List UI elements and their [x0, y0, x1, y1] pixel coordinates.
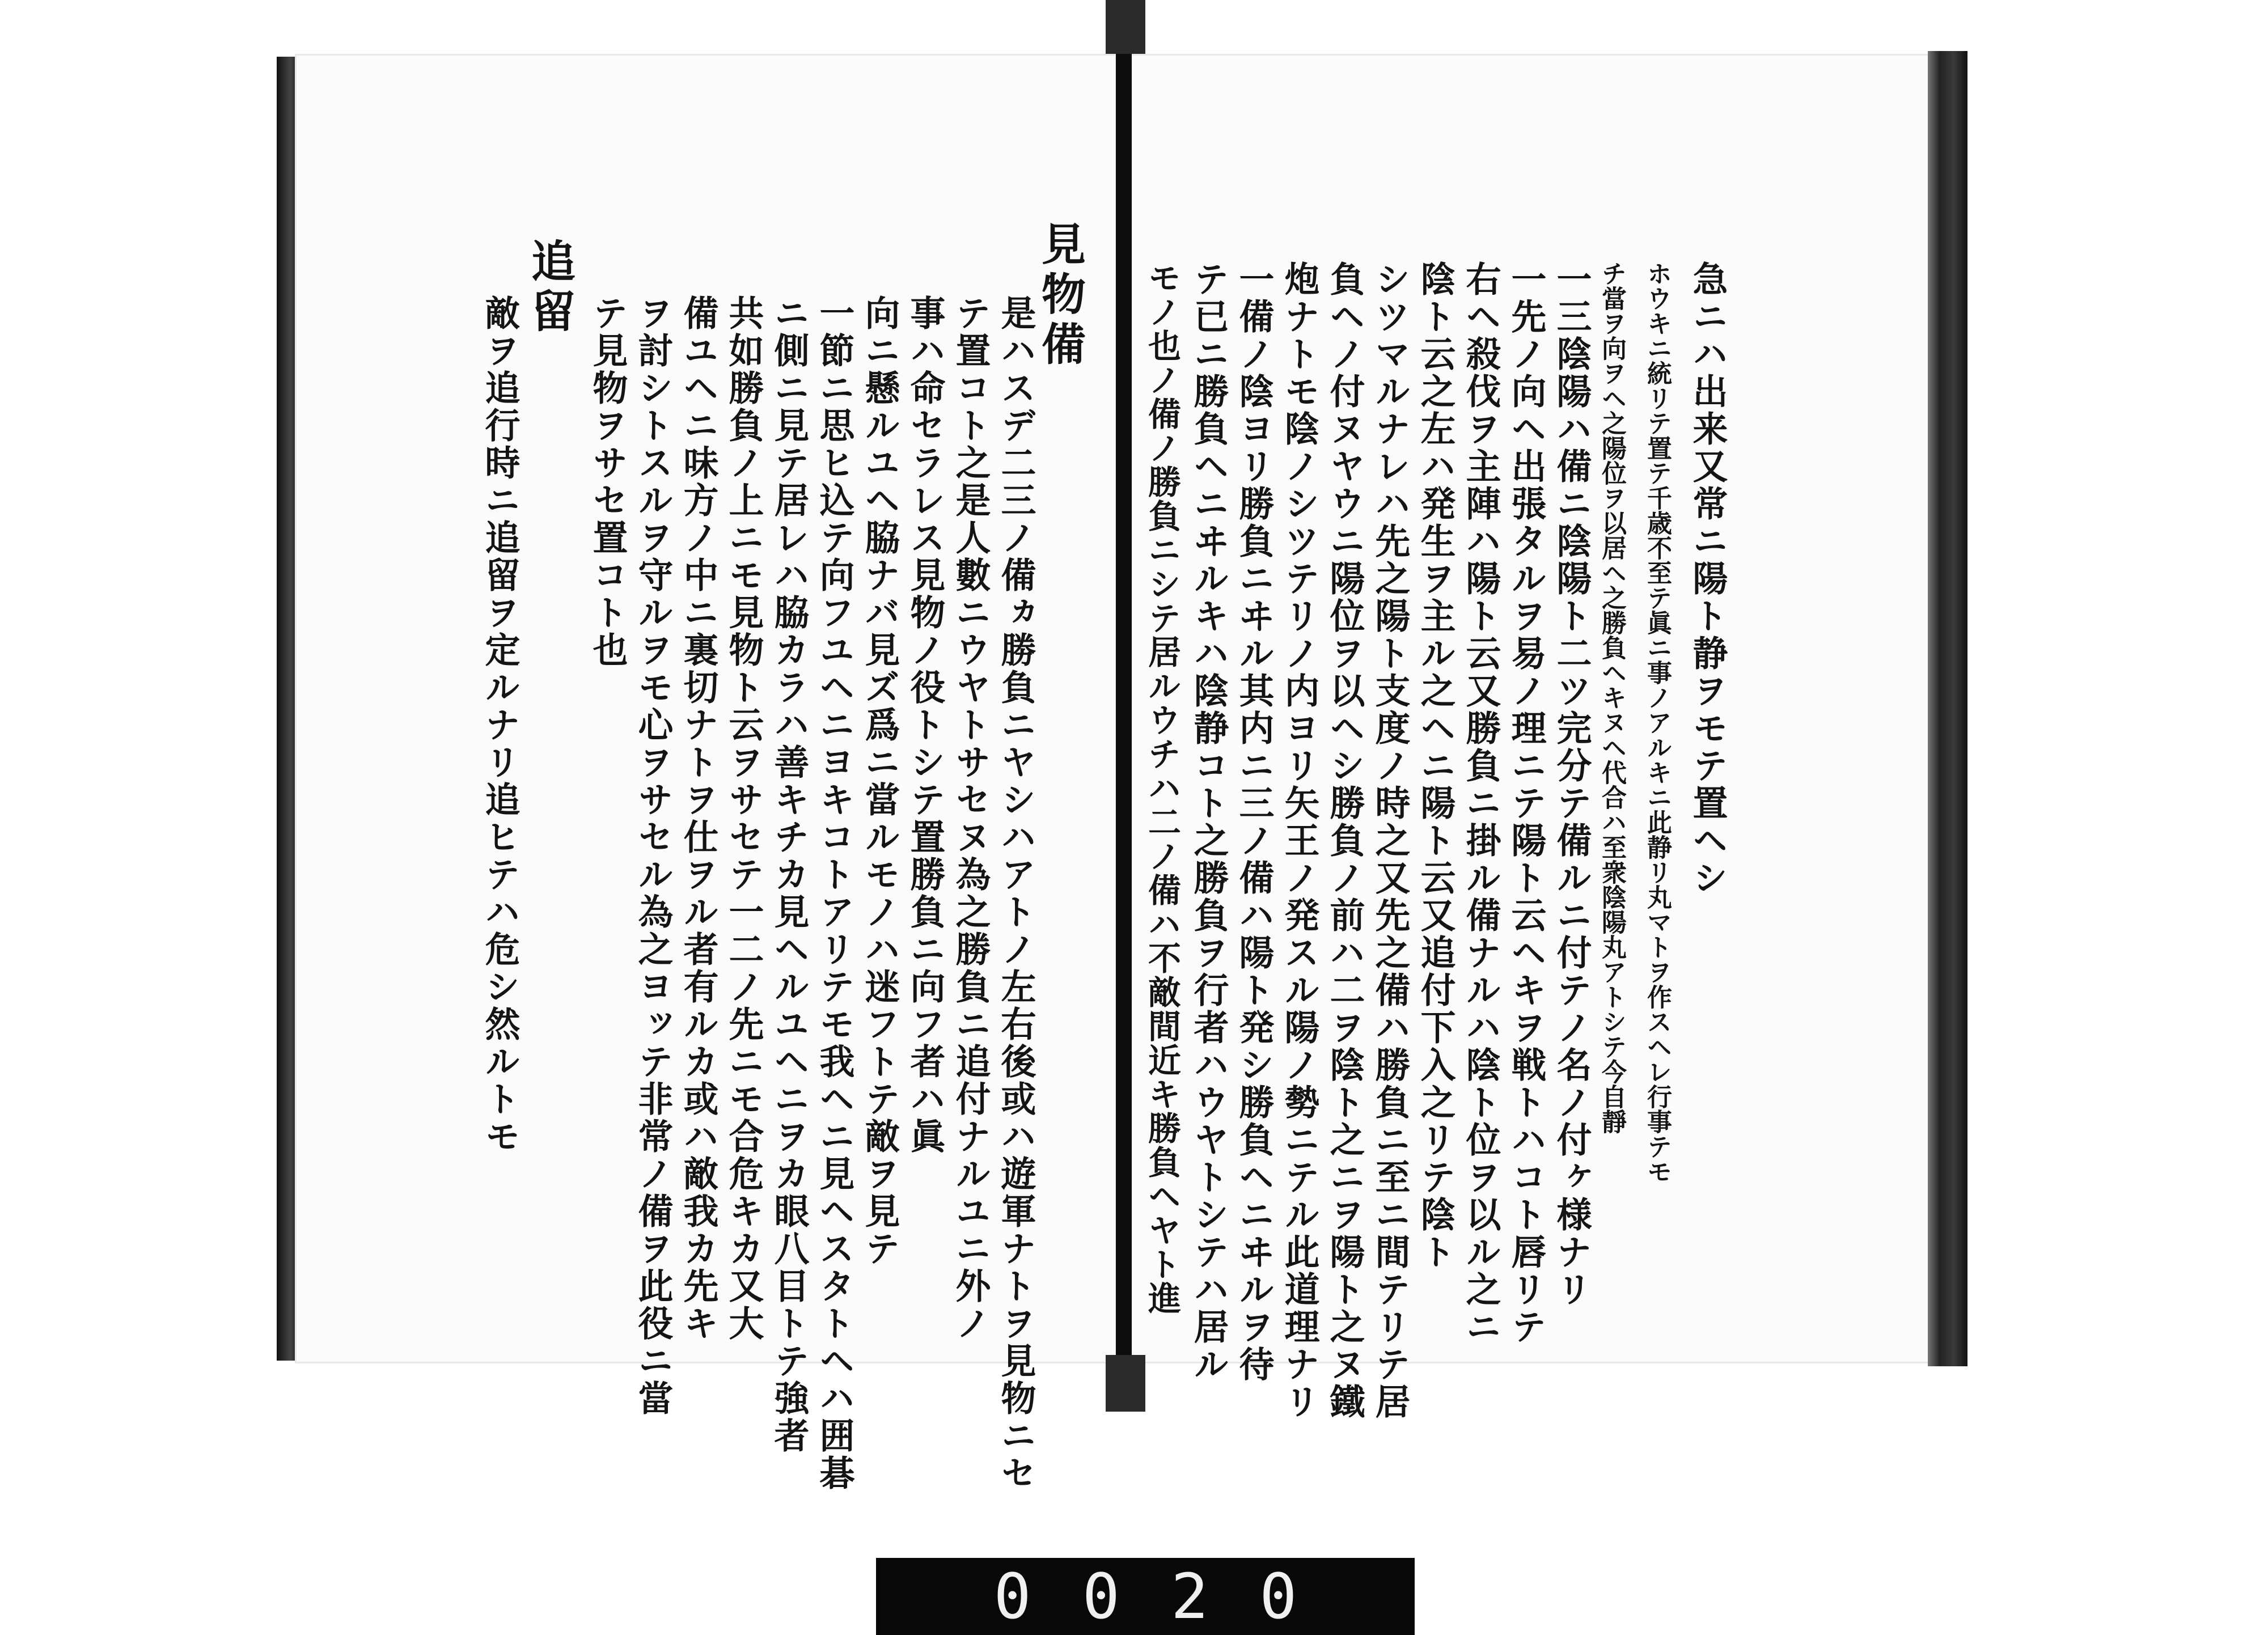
- section-heading: 追留: [524, 238, 576, 338]
- left-page-line: ヲ討シトスルヲ守ルヲモ心ヲサセル為之ヨッテ非常ノ備ヲ此役ニ當: [632, 295, 674, 1417]
- section-heading: 見物備: [1034, 221, 1086, 371]
- book-gutter: [1116, 17, 1132, 1389]
- right-page-line: テ已ニ勝負ヘニヰルキハ陰静コト之勝負ヲ行者ハウヤトシテハ居ル: [1188, 261, 1229, 1383]
- right-page-line: ホウキニ統リテ置テ千歳不至テ眞ニ事ノアルキニ此静リ丸マトヲ作スヘレ行事テモ: [1643, 261, 1672, 1184]
- right-page-line: チ當ヲ向ヲヘ之陽位ヲ以居ヘ之勝負ヘキヌヘ代合ハ至衆陰陽丸アトシテ今自靜: [1597, 261, 1626, 1134]
- right-page-line: 一三陰陽ハ備ニ陰陽ト二ツ完分テ備ルニ付テノ名ノ付ヶ様ナリ: [1551, 261, 1592, 1308]
- right-page-line: 陰ト云之左ハ発生ヲ主ル之ヘニ陽ト云又追付下入之リテ陰ト: [1415, 261, 1456, 1271]
- left-page-line: 備ユヘニ味方ノ中ニ裏切ナトヲ仕ヲル者有ルカ或ハ敵我カ先キ: [678, 295, 719, 1342]
- right-page-line: 一先ノ向ヘ出張タルヲ易ノ理ニテ陽ト云ヘキヲ戦トハコト唇リテ: [1505, 261, 1547, 1346]
- frame-number: 0020: [993, 1560, 1348, 1633]
- right-page-line: 一備ノ陰ヨリ勝負ニヰル其内ニ三ノ備ハ陽ト発シ勝負ヘニヰルヲ待: [1233, 261, 1275, 1383]
- binding-clip-top: [1106, 0, 1145, 54]
- left-page-line: 是ハスデ二三ノ備ヵ勝負ニヤシハアトノ左右後或ハ遊軍ナトヲ見物ニセ: [995, 295, 1036, 1492]
- right-page-line: シツマルナレハ先之陽ト支度ノ時之又先之備ハ勝負ニ至ニ間テリテ居: [1369, 261, 1411, 1421]
- left-page-line: 事ハ命セラレス見物ノ役トシテ置勝負ニ向フ者ハ眞: [904, 295, 946, 1155]
- left-page-line: テ置コト之是人數ニウヤトサセヌ為之勝負ニ追付ナルユニ外ノ: [950, 295, 991, 1342]
- right-page-line: 急ニハ出来又常ニ陽ト静ヲモテ置ヘシ: [1687, 261, 1728, 897]
- right-page-line: 炮ナトモ陰ノシツテリノ内ヨリ矢王ノ発スル陽ノ勢ニテル此道理ナリ: [1279, 261, 1320, 1421]
- book-edge-right: [1928, 51, 1967, 1366]
- frame-number-label: [876, 1558, 1415, 1635]
- right-page-line: 負ヘノ付ヌヤウニ陽位ヲ以ヘシ勝負ノ前ハ二ヲ陰ト之ニヲ陽ト之ヌ鐵: [1324, 261, 1365, 1421]
- left-page-line: テ見物ヲサセ置コト也: [587, 295, 628, 669]
- left-page-line: 向ニ懸ルユヘ脇ナバ見ズ爲ニ當ルモノハ迷フトテ敵ヲ見テ: [859, 295, 900, 1268]
- left-page-line: 共如勝負ノ上ニモ見物ト云ヲサセテ一二ノ先ニモ合危キカ又大: [723, 295, 764, 1342]
- left-page-line: 敵ヲ追行時ニ追留ヲ定ルナリ追ヒテハ危シ然ルトモ: [479, 295, 521, 1155]
- left-page-line: 一節ニ思ヒ込テ向フユヘニヨキコトアリテモ我ヘニ見ヘスタトヘハ囲碁: [814, 295, 855, 1492]
- binding-clip-bottom: [1106, 1355, 1145, 1412]
- left-page-line: ニ側ニ見テ居レハ脇カラハ善キチカ見ヘルユヘニヲカ眼八目トテ強者: [768, 295, 810, 1455]
- right-page-line: 右ヘ殺伐ヲ主陣ハ陽ト云又勝負ニ掛ル備ナルハ陰ト位ヲ以ル之ニ: [1460, 261, 1501, 1346]
- right-page-line: モノ也ノ備ノ勝負ニシテ居ルウチハ二ノ備ハ不敵間近キ勝負ヘヤト進: [1143, 261, 1181, 1315]
